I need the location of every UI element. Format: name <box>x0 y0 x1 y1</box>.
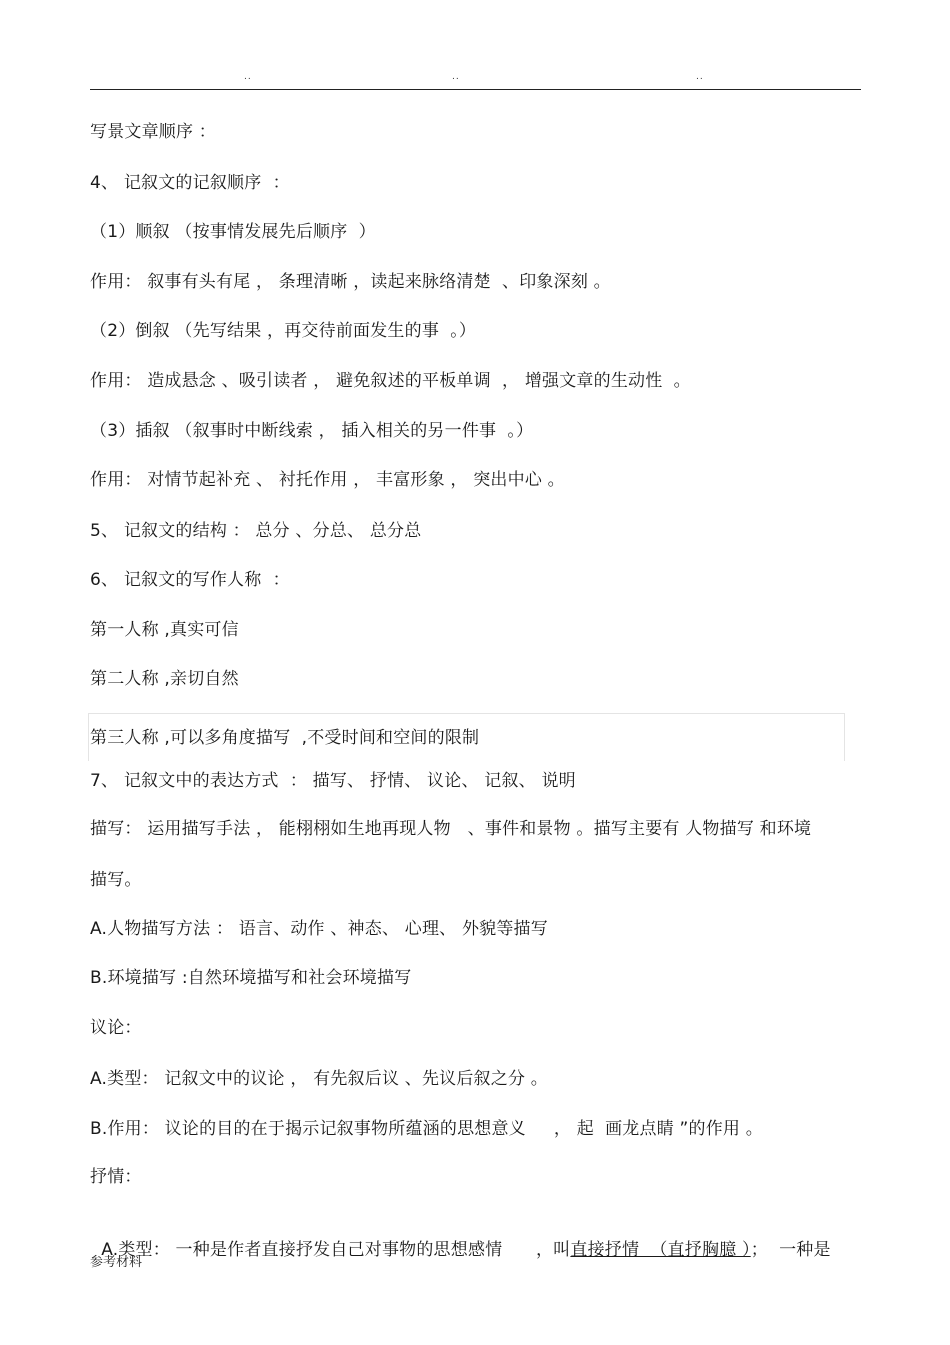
text-line: 作用： 造成悬念 、吸引读者 ， 避免叙述的平板单调 ， 增强文章的生动性 。 <box>90 371 691 391</box>
text-line: 写景文章顺序 ： <box>90 122 217 142</box>
text-segment: A.类型： 一种是作者直接抒发自己对事物的思想感情 ，叫 <box>101 1240 571 1260</box>
text-line: 第二人称 ,亲切自然 <box>90 669 239 689</box>
text-line: A.类型： 记叙文中的议论 ， 有先叙后议 、先议后叙之分 。 <box>90 1069 548 1089</box>
header-dots-3: .. <box>696 72 704 82</box>
text-line: A.人物描写方法 ： 语言、动作 、神态、 心理、 外貌等描写 <box>90 919 548 939</box>
text-line: 作用： 叙事有头有尾 ， 条理清晰 ，读起来脉络清楚 、印象深刻 。 <box>90 272 611 292</box>
text-line: （1）顺叙 （按事情发展先后顺序 ） <box>90 222 376 242</box>
text-line: 作用： 对情节起补充 、 衬托作用 ， 丰富形象 ， 突出中心 。 <box>90 470 565 490</box>
header-dots-1: .. <box>244 72 252 82</box>
text-line: B.作用： 议论的目的在于揭示记叙事物所蕴涵的思想意义 ， 起 画龙点睛 ”的作用 。 <box>90 1119 763 1139</box>
text-line: （3）插叙 （叙事时中断线索 ， 插入相关的另一件事 。） <box>90 421 534 441</box>
text-line: （2）倒叙 （先写结果 ，再交待前面发生的事 。） <box>90 321 477 341</box>
header-dots-2: .. <box>452 72 460 82</box>
text-line: 7、 记叙文中的表达方式 ： 描写、 抒情、 议论、 记叙、 说明 <box>90 771 576 791</box>
underlined-term: 直接抒情 （直抒胸臆 ） <box>570 1240 751 1260</box>
text-line: 4、 记叙文的记叙顺序 ： <box>90 173 290 193</box>
text-line: 6、 记叙文的写作人称 ： <box>90 570 290 590</box>
text-line: 5、 记叙文的结构 ： 总分 、分总、 总分总 <box>90 521 422 541</box>
text-line: 抒情： <box>90 1167 142 1187</box>
text-line: B.环境描写 :自然环境描写和社会环境描写 <box>90 968 412 988</box>
text-line: 第三人称 ,可以多角度描写 ,不受时间和空间的限制 <box>90 728 480 748</box>
text-segment: ； 一种是 <box>750 1240 831 1260</box>
text-line: 议论： <box>90 1018 142 1038</box>
text-line: 描写。 <box>90 870 142 890</box>
text-line <box>90 1217 831 1261</box>
footer-label: 参考材料 <box>90 1255 143 1270</box>
text-line: 描写： 运用描写手法 ， 能栩栩如生地再现人物 、事件和景物 。描写主要有 人物描写 和环境 <box>90 819 812 839</box>
header-rule <box>90 89 861 90</box>
text-line: 第一人称 ,真实可信 <box>90 620 239 640</box>
